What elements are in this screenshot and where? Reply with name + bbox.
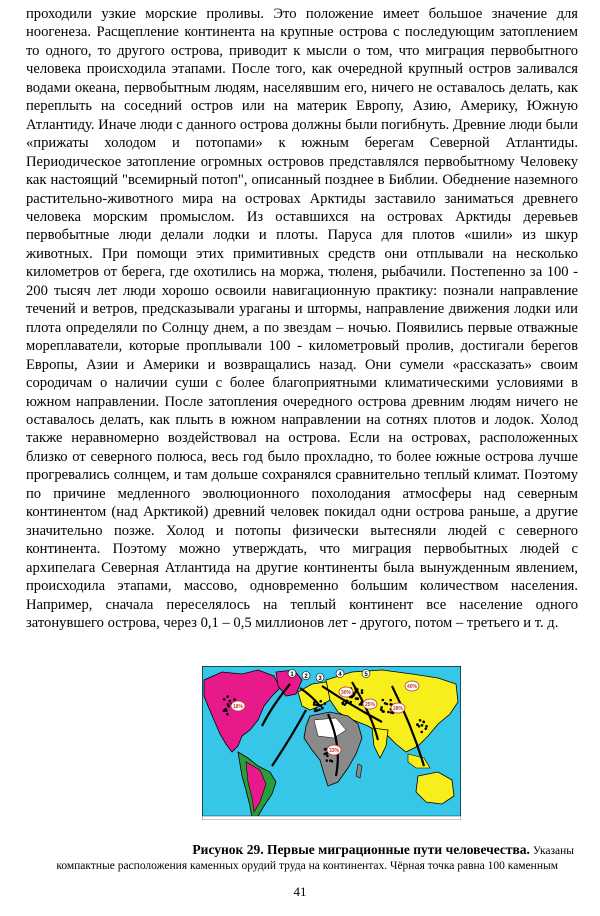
stone-tool-dot — [420, 731, 423, 734]
stone-tool-dot — [380, 706, 383, 709]
stone-tool-dot — [361, 689, 364, 692]
world-map-image — [202, 666, 461, 820]
stone-tool-dot — [425, 725, 428, 728]
stone-tool-dot — [353, 693, 356, 696]
stone-tool-dot — [227, 705, 230, 708]
stone-tool-dot — [361, 692, 364, 695]
stone-tool-dot — [223, 698, 226, 701]
stone-tool-dot — [233, 698, 236, 701]
stone-tool-dot — [384, 702, 387, 705]
percent-label: 40% — [406, 684, 418, 690]
route-number-label: 2 — [304, 674, 308, 680]
percent-label: 28% — [392, 706, 404, 712]
stone-tool-dot — [387, 711, 390, 714]
stone-tool-dot — [321, 707, 324, 710]
stone-tool-dot — [223, 710, 226, 713]
stone-tool-dot — [314, 708, 317, 711]
route-number-label: 3 — [318, 676, 322, 682]
stone-tool-dot — [382, 699, 385, 702]
percent-label: 25% — [364, 702, 376, 708]
stone-tool-dot — [382, 710, 385, 713]
stone-tool-dot — [226, 713, 229, 716]
stone-tool-dot — [318, 708, 321, 711]
percent-label: 30% — [340, 690, 352, 696]
caption-line-2: компактные расположения каменных орудий труда на континентах. Чёрная точка равна 100 каменным — [56, 860, 558, 872]
body-paragraph: проходили узкие морские проливы. Это положение имеет большое значение для ноогенеза. Расщепление континента на крупные острова с последующим затоплением то одного, то другого острова, приводит к мысли о том, что миграция первобытного человека происходила этапами. После того, как очередной крупный остров заливался водами океана, первобытным людям, населявшим его, ничего не оставалось делать, как переплыть на соседний остров или на материк Европу, Азию, Америку, Южную Атлантиду. Иначе люди с данного острова должны были погибнуть. Древние люди были «прижаты холодом и потопами» к южным берегам Северной Атлантиды. Периодическое затопление огромных островов представлялся первобытному Человеку как настоящий "всемирный потоп", описанный позднее в Библии. Обеднение наземного растительно-животного мира на островах Арктиды заставило заниматься древнего человека морским промыслом. Из оставшихся на островах Арктиды деревьев первобытные люди делали лодки и плоты. Паруса для плотов «шили» из шкур животных. При помощи этих примитивных средств они отплывали на несколько километров от берега, где охотились на моржа, тюленя, рыбачили. Постепенно за 100 - 200 тысяч лет люди хорошо освоили навигационную практику: познали направление течений и ветров, предсказывали ураганы и штормы, направление движения лодки или плота определяли по Солнцу днем, а по звездам – ночью. Появились первые отважные мореплаватели, которые проплывали 100 - километровый пролив, достигали берегов Европы, Азии и Америки и возвращались назад. Они сумели «рассказать» своим сородичам о наличии суши с более благоприятными климатическими условиями в южном направлении. После затопления очередного острова древним людям ничего не оставалось делать, как плыть в южном направлении на сотнях плотов и лодок. Холод также неравномерно воздействовал на острова. Если на островах, расположенных близко от северного полюса, весь год было прохладно, то более южные острова лучше прогревались солнцем, и там дольше сохранялся сравнительно теплый климат. Поэтому по причине медленного эволюционного похолодания атмосферы над северным континентом (над Арктикой) древний человек покидал одни острова раньше, а другие значительно позже. Холод и потопы физически вытесняли людей с северного континента. Поэтому можно утверждать, что миграция первобытных людей с архипелага Северная Атлантида на другие континенты была вынужденным явлением, происходила этапами, массово, одновременно большим количеством населения. Например, сначала переселялось на теплый континент все население одного затонувшего острова, через 0,1 – 0,5 миллионов лет - другого, потом – третьего и т. д. — [26, 6, 578, 631]
stone-tool-dot — [319, 700, 322, 703]
route-number-label: 1 — [290, 672, 294, 678]
stone-tool-dot — [389, 699, 392, 702]
caption-rest: Указаны — [529, 845, 574, 857]
route-number-label: 4 — [338, 672, 342, 678]
stone-tool-dot — [324, 702, 327, 705]
stone-tool-dot — [356, 697, 359, 700]
stone-tool-dot — [329, 759, 332, 762]
percent-label: 18% — [232, 704, 244, 710]
caption-title: Рисунок 29. Первые миграционные пути человечества. — [192, 842, 530, 857]
stone-tool-dot — [421, 724, 424, 727]
route-number-label: 5 — [364, 672, 368, 678]
percent-label: 33% — [328, 748, 340, 754]
antarctica-strip — [202, 816, 461, 820]
page-number: 41 — [293, 884, 307, 899]
migration-map-figure — [202, 666, 461, 820]
stone-tool-dot — [226, 695, 229, 698]
stone-tool-dot — [419, 719, 422, 722]
stone-tool-dot — [423, 721, 426, 724]
stone-tool-dot — [229, 700, 232, 703]
stone-tool-dot — [342, 702, 345, 705]
stone-tool-dot — [416, 723, 419, 726]
stone-tool-dot — [425, 727, 428, 730]
stone-tool-dot — [225, 710, 228, 713]
stone-tool-dot — [326, 755, 329, 758]
figure-caption — [20, 842, 580, 874]
stone-tool-dot — [326, 759, 329, 762]
